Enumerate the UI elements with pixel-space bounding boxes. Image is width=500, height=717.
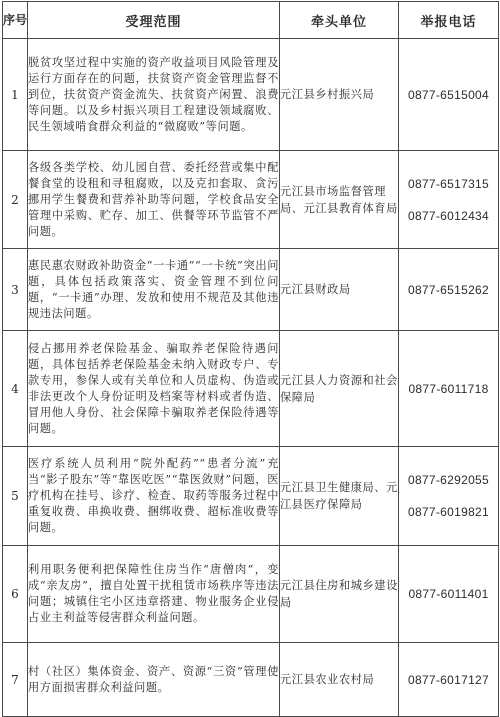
phone-number[interactable]: 0877-6011401 [408, 587, 489, 601]
row-phone-cell [399, 447, 499, 546]
row-scope: 侵占挪用养老保险基金、骗取养老保险待遇问题，具体包括养老保险基金未纳入财政专户、专款专用，参保人或有关单位和人员虚构、伪造或非法更改个人身份证明及档案等材料或者伪造、冒用他人身份、社会保障卡骗取养老保险待遇等问题。 [28, 331, 280, 447]
table-row [3, 546, 499, 643]
row-unit: 元江县人力资源和社会保障局 [280, 331, 399, 447]
table-row [3, 151, 499, 249]
row-unit: 元江县农业农村局 [280, 643, 399, 717]
table-row [3, 643, 499, 717]
row-phone-cell [399, 249, 499, 331]
header-unit: 牵头单位 [280, 2, 399, 39]
row-seq: 1 [3, 39, 28, 151]
row-unit: 元江县住房和城乡建设局 [280, 546, 399, 643]
complaint-table [2, 1, 499, 717]
row-unit: 元江县市场监督管理局、元江县教育体育局 [280, 151, 399, 249]
row-unit: 元江县乡村振兴局 [280, 39, 399, 151]
table-row [3, 331, 499, 447]
row-phone-cell [399, 151, 499, 249]
table-header-row [3, 2, 499, 39]
row-unit: 元江县财政局 [280, 249, 399, 331]
phone-number[interactable]: 0877-6515004 [407, 87, 489, 102]
row-scope: 利用职务便利把保障性住房当作“唐僧肉”，变成“亲友房”，擅自处置干扰租赁市场秩序等违法问题；城镇住宅小区违章搭建、物业服务企业侵占业主利益等侵害群众利益问题。 [28, 546, 280, 643]
row-scope: 各级各类学校、幼儿园自营、委托经营或集中配餐食堂的设租和寻租腐败，以及克扣套取、贪污挪用学生餐费和营养补助等问题，学校食品安全管理中采购、贮存、加工、供餐等环节监管不严问题。 [28, 151, 280, 249]
table-row [3, 447, 499, 546]
phone-number[interactable]: 0877-6011718 [408, 381, 489, 396]
phone-number[interactable]: 0877-6292055 [407, 473, 489, 487]
phone-number[interactable]: 0877-6017127 [407, 672, 489, 687]
row-seq: 4 [3, 331, 28, 447]
phone-number[interactable]: 0877-6515262 [407, 282, 489, 297]
phone-number[interactable]: 0877-6012434 [407, 208, 489, 223]
row-seq: 2 [3, 151, 28, 249]
row-seq: 5 [3, 447, 28, 546]
row-scope: 医疗系统人员利用“院外配药”“患者分流”充当“影子股东”等“靠医吃医”“靠医敛财”问题，医疗机构在挂号、诊疗、检查、取药等服务过程中重复收费、串换收费、捆绑收费、超标准收费等问题。 [28, 447, 280, 546]
row-unit: 元江县卫生健康局、元江县医疗保障局 [280, 447, 399, 546]
row-scope: 惠民惠农财政补助资金“一卡通”“一卡统”突出问题，具体包括政策落实、资金管理不到位问题，“一卡通”办理、发放和使用不规范及其他违规违法问题。 [28, 249, 280, 331]
table-row [3, 249, 499, 331]
phone-number[interactable]: 0877-6019821 [407, 505, 489, 519]
table-row [3, 39, 499, 151]
row-seq: 3 [3, 249, 28, 331]
row-phone-cell [399, 546, 499, 643]
row-scope: 脱贫攻坚过程中实施的资产收益项目风险管理及运行方面存在的问题，扶贫资产资金管理监督不到位，扶贫资产资金流失、扶贫资产闲置、浪费等问题。以及乡村振兴项目工程建设领域腐败、民生领域啃食群众利益的“微腐败”等问题。 [28, 39, 280, 151]
row-seq: 6 [3, 546, 28, 643]
row-seq: 7 [3, 643, 28, 717]
header-phone: 举报电话 [399, 2, 499, 39]
phone-number[interactable]: 0877-6517315 [407, 176, 489, 191]
header-seq: 序号 [3, 2, 28, 39]
row-phone-cell [399, 643, 499, 717]
row-scope: 村（社区）集体资金、资产、资源“三资”管理使用方面损害群众利益问题。 [28, 643, 280, 717]
header-scope: 受理范围 [28, 2, 280, 39]
row-phone-cell [399, 331, 499, 447]
row-phone-cell [399, 39, 499, 151]
